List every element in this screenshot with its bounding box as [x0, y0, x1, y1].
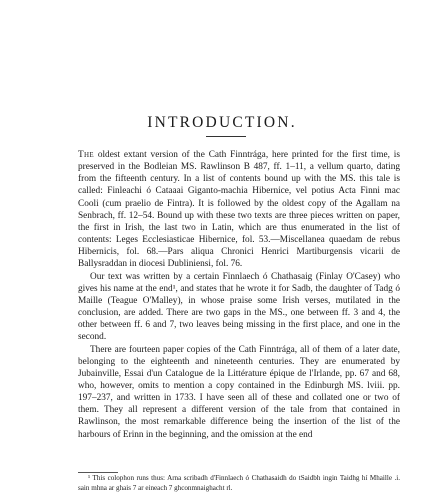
title-rule [206, 136, 246, 137]
paragraph-3: There are fourteen paper copies of the Cath Finntrága, all of them of a later date, belonging to the eighteenth and nineteenth centuries. They are enumerated by Jubainville, Essai d'un Catalogue de la Littérature épique de l'Irlande, pp. 67 and 68, who, however, omits to mention a copy contained in the Edinburgh MS. lviii. pp. 197–237, and written in 1733. I have seen all of these and collated one or two of them. They all represent a different version of the tale from that contained in Rawlinson, the most remarkable difference being the insertion of the list of the harbours of Erinn in the beginning, and the omission at the end [78, 344, 400, 440]
paragraph-lead: The [78, 150, 94, 160]
footnote-text: ¹ This colophon runs thus: Arna scribadh d'Finnlaech ó Chathasaidh do tSaidbh ingin Taidhg hí Mhaille .i. sain mhna ar ghais 7 ar eineach 7 ghconmnaighacht rl. [78, 474, 400, 492]
paragraph-1 [78, 149, 400, 271]
paragraph-2: Our text was written by a certain Finnlaech ó Chathasaig (Finlay O'Casey) who gives his name at the end¹, and states that he wrote it for Sadb, the daughter of Tadg ó Maille (Teague O'Malley), in whose praise some Irish verses, mutilated in the conclusion, are added. There are two gaps in the MS., one between ff. 3 and 4, the other between ff. 6 and 7, two leaves being missing in the first place, and one in the second. [78, 271, 400, 343]
footnote-rule [78, 472, 118, 473]
page-title: INTRODUCTION. [147, 114, 297, 131]
body-text [78, 149, 400, 441]
paragraph-1-text: oldest extant version of the Cath Finntrága, here printed for the first time, is preserved in the Bodleian MS. Rawlinson B 487, ff. 1–11, a vellum quarto, dating from the fifteenth century. In a list of contents bound up with the MS. this tale is called: Finleachi ó Cataaai Giganto-machia Hibernice, vel potius Acta Finni mac Cooli (cum praelio de Fintra). It is followed by the oldest copy of the Agallam na Senbrach, ff. 12–54. Bound up with these two texts are three pieces written on paper, the first in Irish, the last two in Latin, which are thus enumerated in the list of contents: Leges Ecclesiasticae Hibernice, fol. 53.—Miscellanea quaedam de rebus Hibernicis, fol. 68.—Pars aliqua Chronici Henrici Martiburgensis vicarii de Ballysraddan in diocesi Dubliniensi, fol. 76. [78, 150, 400, 270]
footnote [78, 474, 400, 493]
